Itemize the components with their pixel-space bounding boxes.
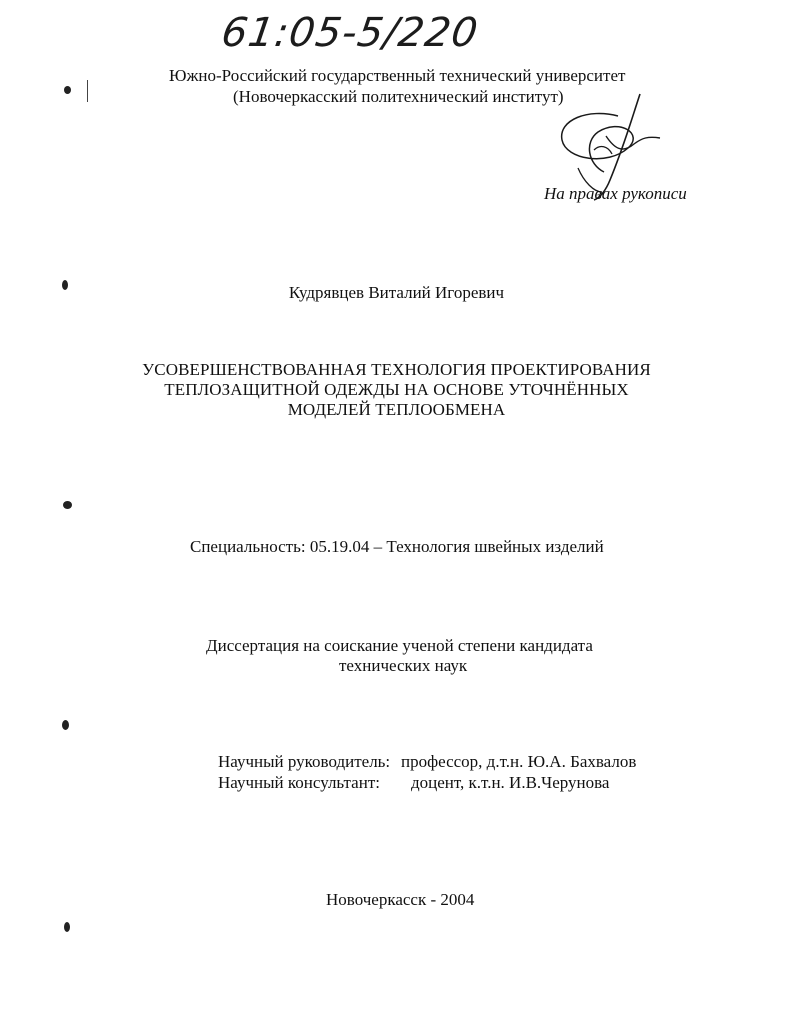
degree-line-2: технических наук xyxy=(339,656,468,675)
supervisor-value: профессор, д.т.н. Ю.А. Бахвалов xyxy=(401,752,637,771)
degree-line-1: Диссертация на соискание ученой степени кандидата xyxy=(206,636,593,655)
binding-speck xyxy=(62,280,68,290)
archive-number-handwritten: 61:05-5/220 xyxy=(218,10,482,56)
manuscript-rights: На правах рукописи xyxy=(544,184,687,203)
dissertation-title-line-1: УСОВЕРШЕНСТВОВАННАЯ ТЕХНОЛОГИЯ ПРОЕКТИРОВАНИЯ xyxy=(142,360,651,379)
author-name: Кудрявцев Виталий Игоревич xyxy=(288,283,505,302)
university-name: Южно-Российский государственный технический университет xyxy=(169,66,626,85)
binding-speck xyxy=(64,922,70,932)
city-year: Новочеркасск - 2004 xyxy=(326,890,475,909)
binding-speck xyxy=(63,501,72,509)
dissertation-title-line-2: ТЕПЛОЗАЩИТНОЙ ОДЕЖДЫ НА ОСНОВЕ УТОЧНЁННЫХ xyxy=(164,380,629,399)
margin-tick xyxy=(87,80,88,102)
specialty: Специальность: 05.19.04 – Технология швейных изделий xyxy=(190,537,604,556)
supervisor-label: Научный руководитель: xyxy=(218,752,391,771)
consultant-label: Научный консультант: xyxy=(218,773,380,792)
consultant-value: доцент, к.т.н. И.В.Черунова xyxy=(411,773,610,792)
university-subtitle: (Новочеркасский политехнический институт) xyxy=(233,87,564,106)
dissertation-title-line-3: МОДЕЛЕЙ ТЕПЛООБМЕНА xyxy=(287,400,506,419)
binding-speck xyxy=(64,86,71,94)
binding-speck xyxy=(62,720,69,730)
